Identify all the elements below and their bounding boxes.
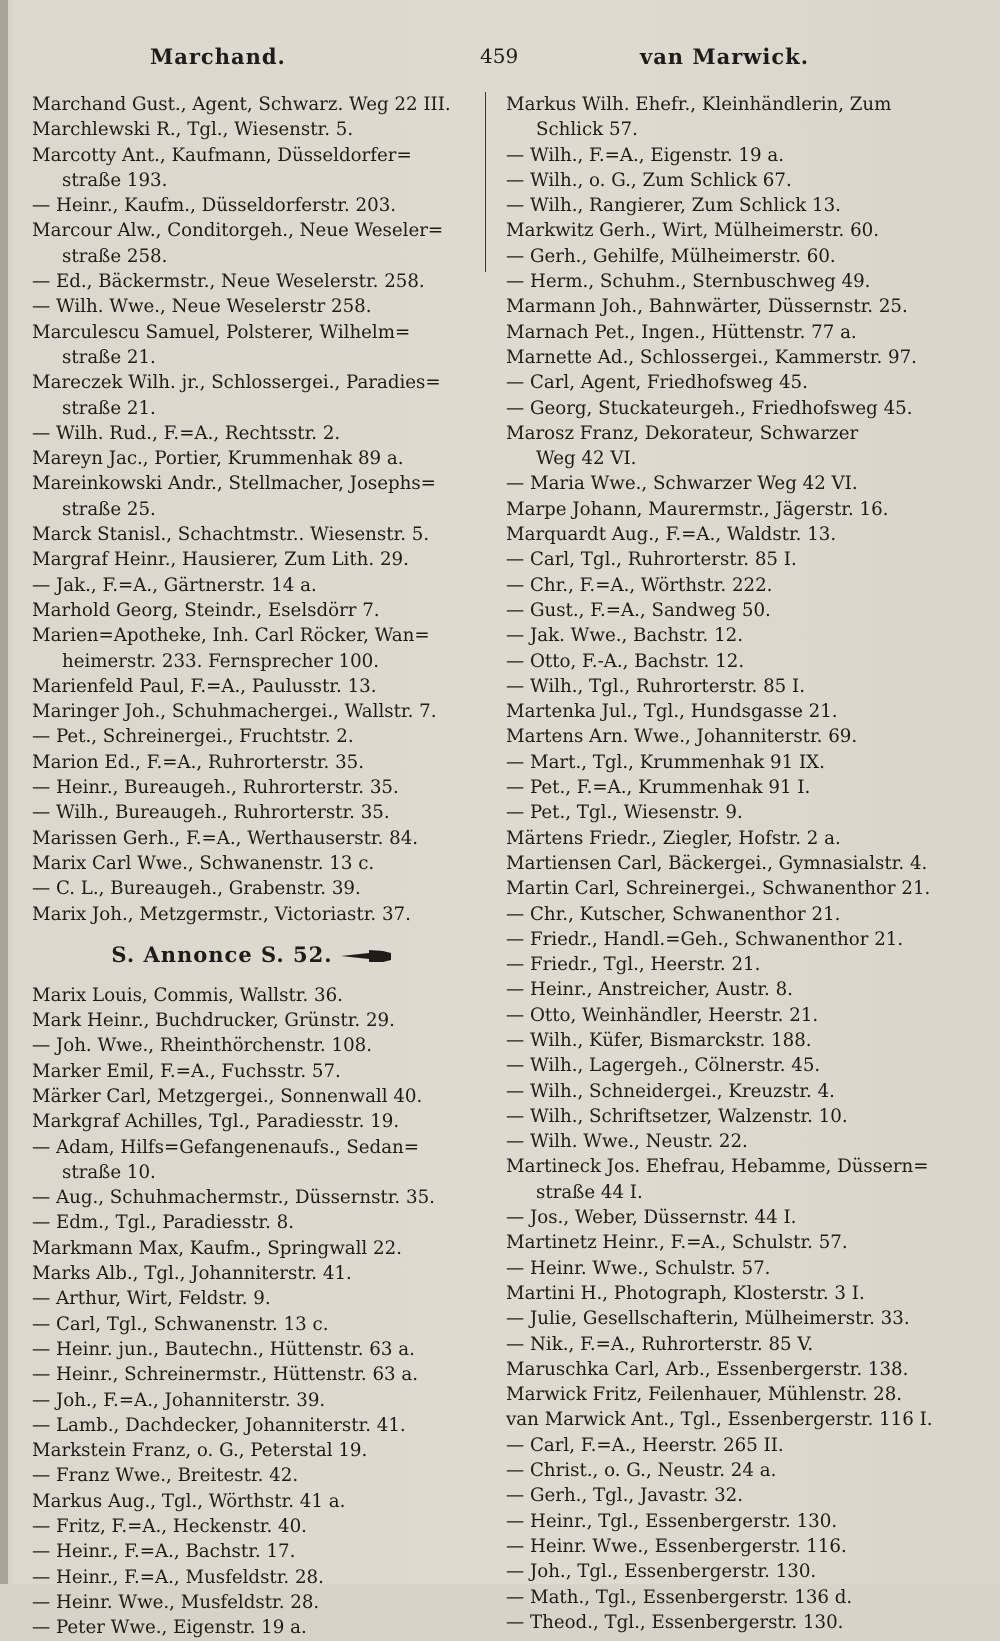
directory-entry: — Fritz, F.=A., Heckenstr. 40. [32, 1516, 307, 1538]
directory-entry: Marissen Gerh., F.=A., Werthauserstr. 84. [32, 827, 419, 849]
directory-entry: Marnette Ad., Schlossergei., Kammerstr. 97. [506, 346, 917, 368]
directory-entry: — Franz Wwe., Breitestr. 42. [32, 1465, 299, 1487]
directory-entry: Marmann Joh., Bahnwärter, Düssernstr. 25. [506, 296, 908, 318]
directory-entry: Schlick 57. [536, 119, 638, 141]
directory-entry: Markwitz Gerh., Wirt, Mülheimerstr. 60. [506, 220, 880, 242]
directory-entry: — Christ., o. G., Neustr. 24 a. [506, 1460, 777, 1482]
directory-entry: Marnach Pet., Ingen., Hüttenstr. 77 a. [506, 321, 857, 343]
directory-entry: Martens Arn. Wwe., Johanniterstr. 69. [506, 726, 858, 748]
directory-entry: Martineck Jos. Ehefrau, Hebamme, Düssern= [506, 1156, 929, 1178]
directory-entry: — Heinr. jun., Bautechn., Hüttenstr. 63 a. [32, 1338, 415, 1360]
pointing-hand-icon [339, 949, 393, 963]
directory-entry: — Pet., Schreinergei., Fruchtstr. 2. [32, 726, 354, 748]
directory-entry: — Heinr., Kaufm., Düsseldorferstr. 203. [32, 195, 397, 217]
directory-entry: — Arthur, Wirt, Feldstr. 9. [32, 1288, 271, 1310]
directory-entry: straße 10. [62, 1161, 156, 1183]
directory-entry: — Heinr. Wwe., Schulstr. 57. [506, 1257, 771, 1279]
directory-entry: Marix Joh., Metzgermstr., Victoriastr. 37. [32, 903, 411, 925]
directory-entry: — Otto, F.-A., Bachstr. 12. [506, 650, 745, 672]
annonce-reference [32, 927, 472, 983]
directory-entry: — Wilh., Schneidergei., Kreuzstr. 4. [506, 1080, 835, 1102]
directory-entry: Marchand Gust., Agent, Schwarz. Weg 22 III. [32, 94, 451, 115]
directory-entry: Markus Wilh. Ehefr., Kleinhändlerin, Zum [506, 94, 892, 115]
directory-entry: — Wilh., o. G., Zum Schlick 67. [506, 169, 792, 191]
directory-entry: — Heinr., Bureaugeh., Ruhrorterstr. 35. [32, 777, 399, 799]
directory-entry: — Otto, Weinhändler, Heerstr. 21. [506, 1004, 819, 1026]
directory-entry: — Wilh. Wwe., Neue Weselerstr 258. [32, 296, 372, 318]
directory-entry: — Heinr., F.=A., Musfeldstr. 28. [32, 1566, 324, 1588]
directory-entry: Margraf Heinr., Hausierer, Zum Lith. 29. [32, 549, 409, 571]
directory-entry: Märker Carl, Metzgergei., Sonnenwall 40. [32, 1085, 423, 1107]
directory-entry: Marchlewski R., Tgl., Wiesenstr. 5. [32, 119, 354, 141]
directory-entry: — Gerh., Tgl., Javastr. 32. [506, 1485, 744, 1507]
directory-entry: Mareczek Wilh. jr., Schlossergei., Paradies= [32, 372, 441, 394]
directory-entry: — Adam, Hilfs=Gefangenenaufs., Sedan= [32, 1136, 419, 1158]
directory-entry: — Joh. Wwe., Rheinthörchenstr. 108. [32, 1035, 372, 1057]
directory-entry: — Wilh., Schriftsetzer, Walzenstr. 10. [506, 1105, 848, 1127]
directory-entry: — Gust., F.=A., Sandweg 50. [506, 599, 771, 621]
directory-entry: — Pet., Tgl., Wiesenstr. 9. [506, 802, 743, 824]
directory-entry: Mark Heinr., Buchdrucker, Grünstr. 29. [32, 1010, 395, 1032]
directory-entry: — Mart., Tgl., Krummenhak 91 IX. [506, 751, 825, 773]
directory-entry: straße 21. [62, 397, 156, 419]
directory-entry: Mareyn Jac., Portier, Krummenhak 89 a. [32, 448, 404, 470]
directory-entry: — Peter Wwe., Eigenstr. 19 a. [32, 1617, 307, 1639]
directory-entry: Martin Carl, Schreinergei., Schwanenthor 21. [506, 878, 931, 900]
directory-entry: — Math., Tgl., Essenbergerstr. 136 d. [506, 1586, 853, 1608]
directory-entry: Maringer Joh., Schuhmachergei., Wallstr. 7. [32, 701, 437, 723]
directory-entry: — Heinr. Wwe., Musfeldstr. 28. [32, 1591, 320, 1613]
directory-entry: Markgraf Achilles, Tgl., Paradiesstr. 19. [32, 1111, 400, 1133]
directory-entry: Mareinkowski Andr., Stellmacher, Josephs= [32, 473, 436, 495]
right-column [506, 92, 958, 1635]
directory-entry: — Wilh., Bureaugeh., Ruhrorterstr. 35. [32, 802, 390, 824]
directory-entry: — Carl, Agent, Friedhofsweg 45. [506, 372, 808, 394]
directory-entry: — Pet., F.=A., Krummenhak 91 I. [506, 777, 811, 799]
directory-entry: Maruschka Carl, Arb., Essenbergerstr. 138. [506, 1358, 909, 1380]
directory-entry: Marculescu Samuel, Polsterer, Wilhelm= [32, 321, 411, 343]
directory-entry: — C. L., Bureaugeh., Grabenstr. 39. [32, 878, 361, 900]
page-number: 459 [480, 44, 519, 68]
directory-entry: — Wilh., Küfer, Bismarckstr. 188. [506, 1029, 812, 1051]
directory-entry: Marcour Alw., Conditorgeh., Neue Weseler= [32, 220, 444, 242]
directory-entry: Marosz Franz, Dekorateur, Schwarzer [506, 422, 859, 444]
directory-entry: Markmann Max, Kaufm., Springwall 22. [32, 1237, 402, 1259]
directory-entry: — Jak., F.=A., Gärtnerstr. 14 a. [32, 574, 317, 596]
directory-entry: — Lamb., Dachdecker, Johanniterstr. 41. [32, 1414, 406, 1436]
header-left-keyword: Marchand. [150, 44, 286, 69]
directory-entry: heimerstr. 233. Fernsprecher 100. [62, 650, 380, 672]
directory-entry: Martiensen Carl, Bäckergei., Gymnasialstr. 4. [506, 852, 928, 874]
header-right-keyword: van Marwick. [640, 44, 810, 69]
directory-entry: — Carl, Tgl., Ruhrorterstr. 85 I. [506, 549, 797, 571]
directory-entry: — Heinr., F.=A., Bachstr. 17. [32, 1541, 296, 1563]
directory-entry: Weg 42 VI. [536, 448, 637, 470]
directory-entry: — Jak. Wwe., Bachstr. 12. [506, 625, 743, 647]
annonce-text: S. Annonce S. 52. [111, 941, 333, 967]
directory-entry: — Edm., Tgl., Paradiesstr. 8. [32, 1212, 295, 1234]
directory-entry: — Friedr., Handl.=Geh., Schwanenthor 21. [506, 928, 904, 950]
directory-entry: — Joh., F.=A., Johanniterstr. 39. [32, 1389, 326, 1411]
directory-entry: — Wilh. Wwe., Neustr. 22. [506, 1131, 748, 1153]
directory-entry: — Wilh., Rangierer, Zum Schlick 13. [506, 195, 841, 217]
directory-entry: Martinetz Heinr., F.=A., Schulstr. 57. [506, 1232, 848, 1254]
directory-entry: — Carl, F.=A., Heerstr. 265 II. [506, 1434, 784, 1456]
directory-entry: — Nik., F.=A., Ruhrorterstr. 85 V. [506, 1333, 814, 1355]
directory-entry: — Wilh., Lagergeh., Cölnerstr. 45. [506, 1055, 821, 1077]
directory-entry: — Jos., Weber, Düssernstr. 44 I. [506, 1207, 797, 1229]
directory-entry: Martini H., Photograph, Klosterstr. 3 I. [506, 1282, 865, 1304]
directory-entry: — Julie, Gesellschafterin, Mülheimerstr. 33. [506, 1308, 910, 1330]
directory-entry: Marien=Apotheke, Inh. Carl Röcker, Wan= [32, 625, 430, 647]
page-edge [0, 0, 8, 1584]
directory-entry: — Carl, Tgl., Schwanenstr. 13 c. [32, 1313, 329, 1335]
directory-entry: Marck Stanisl., Schachtmstr.. Wiesenstr. 5. [32, 524, 430, 546]
directory-entry: — Wilh. Rud., F.=A., Rechtsstr. 2. [32, 422, 341, 444]
directory-entry: straße 44 I. [536, 1181, 643, 1203]
directory-entry: — Herm., Schuhm., Sternbuschweg 49. [506, 271, 871, 293]
left-column [32, 92, 472, 1641]
directory-entry: — Heinr., Schreinermstr., Hüttenstr. 63 a. [32, 1364, 419, 1386]
directory-entry: Marwick Fritz, Feilenhauer, Mühlenstr. 28. [506, 1384, 903, 1406]
directory-entry: — Joh., Tgl., Essenbergerstr. 130. [506, 1561, 817, 1583]
directory-entry: — Theod., Tgl., Essenbergerstr. 130. [506, 1611, 844, 1633]
directory-entry: Marion Ed., F.=A., Ruhrorterstr. 35. [32, 751, 365, 773]
directory-entry: Marienfeld Paul, F.=A., Paulusstr. 13. [32, 675, 377, 697]
directory-entry: — Heinr., Anstreicher, Austr. 8. [506, 979, 793, 1001]
directory-entry: Marcotty Ant., Kaufmann, Düsseldorfer= [32, 144, 412, 166]
directory-entry: Marks Alb., Tgl., Johanniterstr. 41. [32, 1263, 352, 1285]
directory-entry: straße 25. [62, 498, 156, 520]
column-divider [485, 92, 486, 272]
directory-entry: — Friedr., Tgl., Heerstr. 21. [506, 954, 761, 976]
directory-entry: Marix Carl Wwe., Schwanenstr. 13 c. [32, 852, 375, 874]
directory-entry: straße 193. [62, 169, 168, 191]
directory-entry: — Wilh., Tgl., Ruhrorterstr. 85 I. [506, 675, 805, 697]
directory-entry: Marhold Georg, Steindr., Eselsdörr 7. [32, 599, 380, 621]
directory-entry: Marpe Johann, Maurermstr., Jägerstr. 16. [506, 498, 889, 520]
directory-entry: van Marwick Ant., Tgl., Essenbergerstr. 116 I. [506, 1409, 933, 1431]
directory-entry: Marquardt Aug., F.=A., Waldstr. 13. [506, 524, 837, 546]
directory-entry: — Ed., Bäckermstr., Neue Weselerstr. 258. [32, 271, 425, 293]
directory-entry: Markstein Franz, o. G., Peterstal 19. [32, 1440, 368, 1462]
directory-entry: Marker Emil, F.=A., Fuchsstr. 57. [32, 1060, 341, 1082]
directory-entry: Marix Louis, Commis, Wallstr. 36. [32, 984, 343, 1006]
directory-entry: — Georg, Stuckateurgeh., Friedhofsweg 45. [506, 397, 913, 419]
directory-entry: — Gerh., Gehilfe, Mülheimerstr. 60. [506, 245, 836, 267]
directory-entry: — Wilh., F.=A., Eigenstr. 19 a. [506, 144, 784, 166]
directory-entry: — Chr., Kutscher, Schwanenthor 21. [506, 903, 841, 925]
directory-entry: — Heinr., Tgl., Essenbergerstr. 130. [506, 1510, 838, 1532]
directory-entry: straße 258. [62, 245, 168, 267]
page-header [40, 44, 970, 74]
directory-entry: — Maria Wwe., Schwarzer Weg 42 VI. [506, 473, 858, 495]
directory-entry: — Heinr. Wwe., Essenbergerstr. 116. [506, 1535, 847, 1557]
directory-entry: Martenka Jul., Tgl., Hundsgasse 21. [506, 701, 838, 723]
directory-entry: Markus Aug., Tgl., Wörthstr. 41 a. [32, 1490, 346, 1512]
directory-entry: Märtens Friedr., Ziegler, Hofstr. 2 a. [506, 827, 841, 849]
directory-entry: — Chr., F.=A., Wörthstr. 222. [506, 574, 773, 596]
directory-entry: — Aug., Schuhmachermstr., Düssernstr. 35. [32, 1187, 435, 1209]
directory-entry: straße 21. [62, 346, 156, 368]
